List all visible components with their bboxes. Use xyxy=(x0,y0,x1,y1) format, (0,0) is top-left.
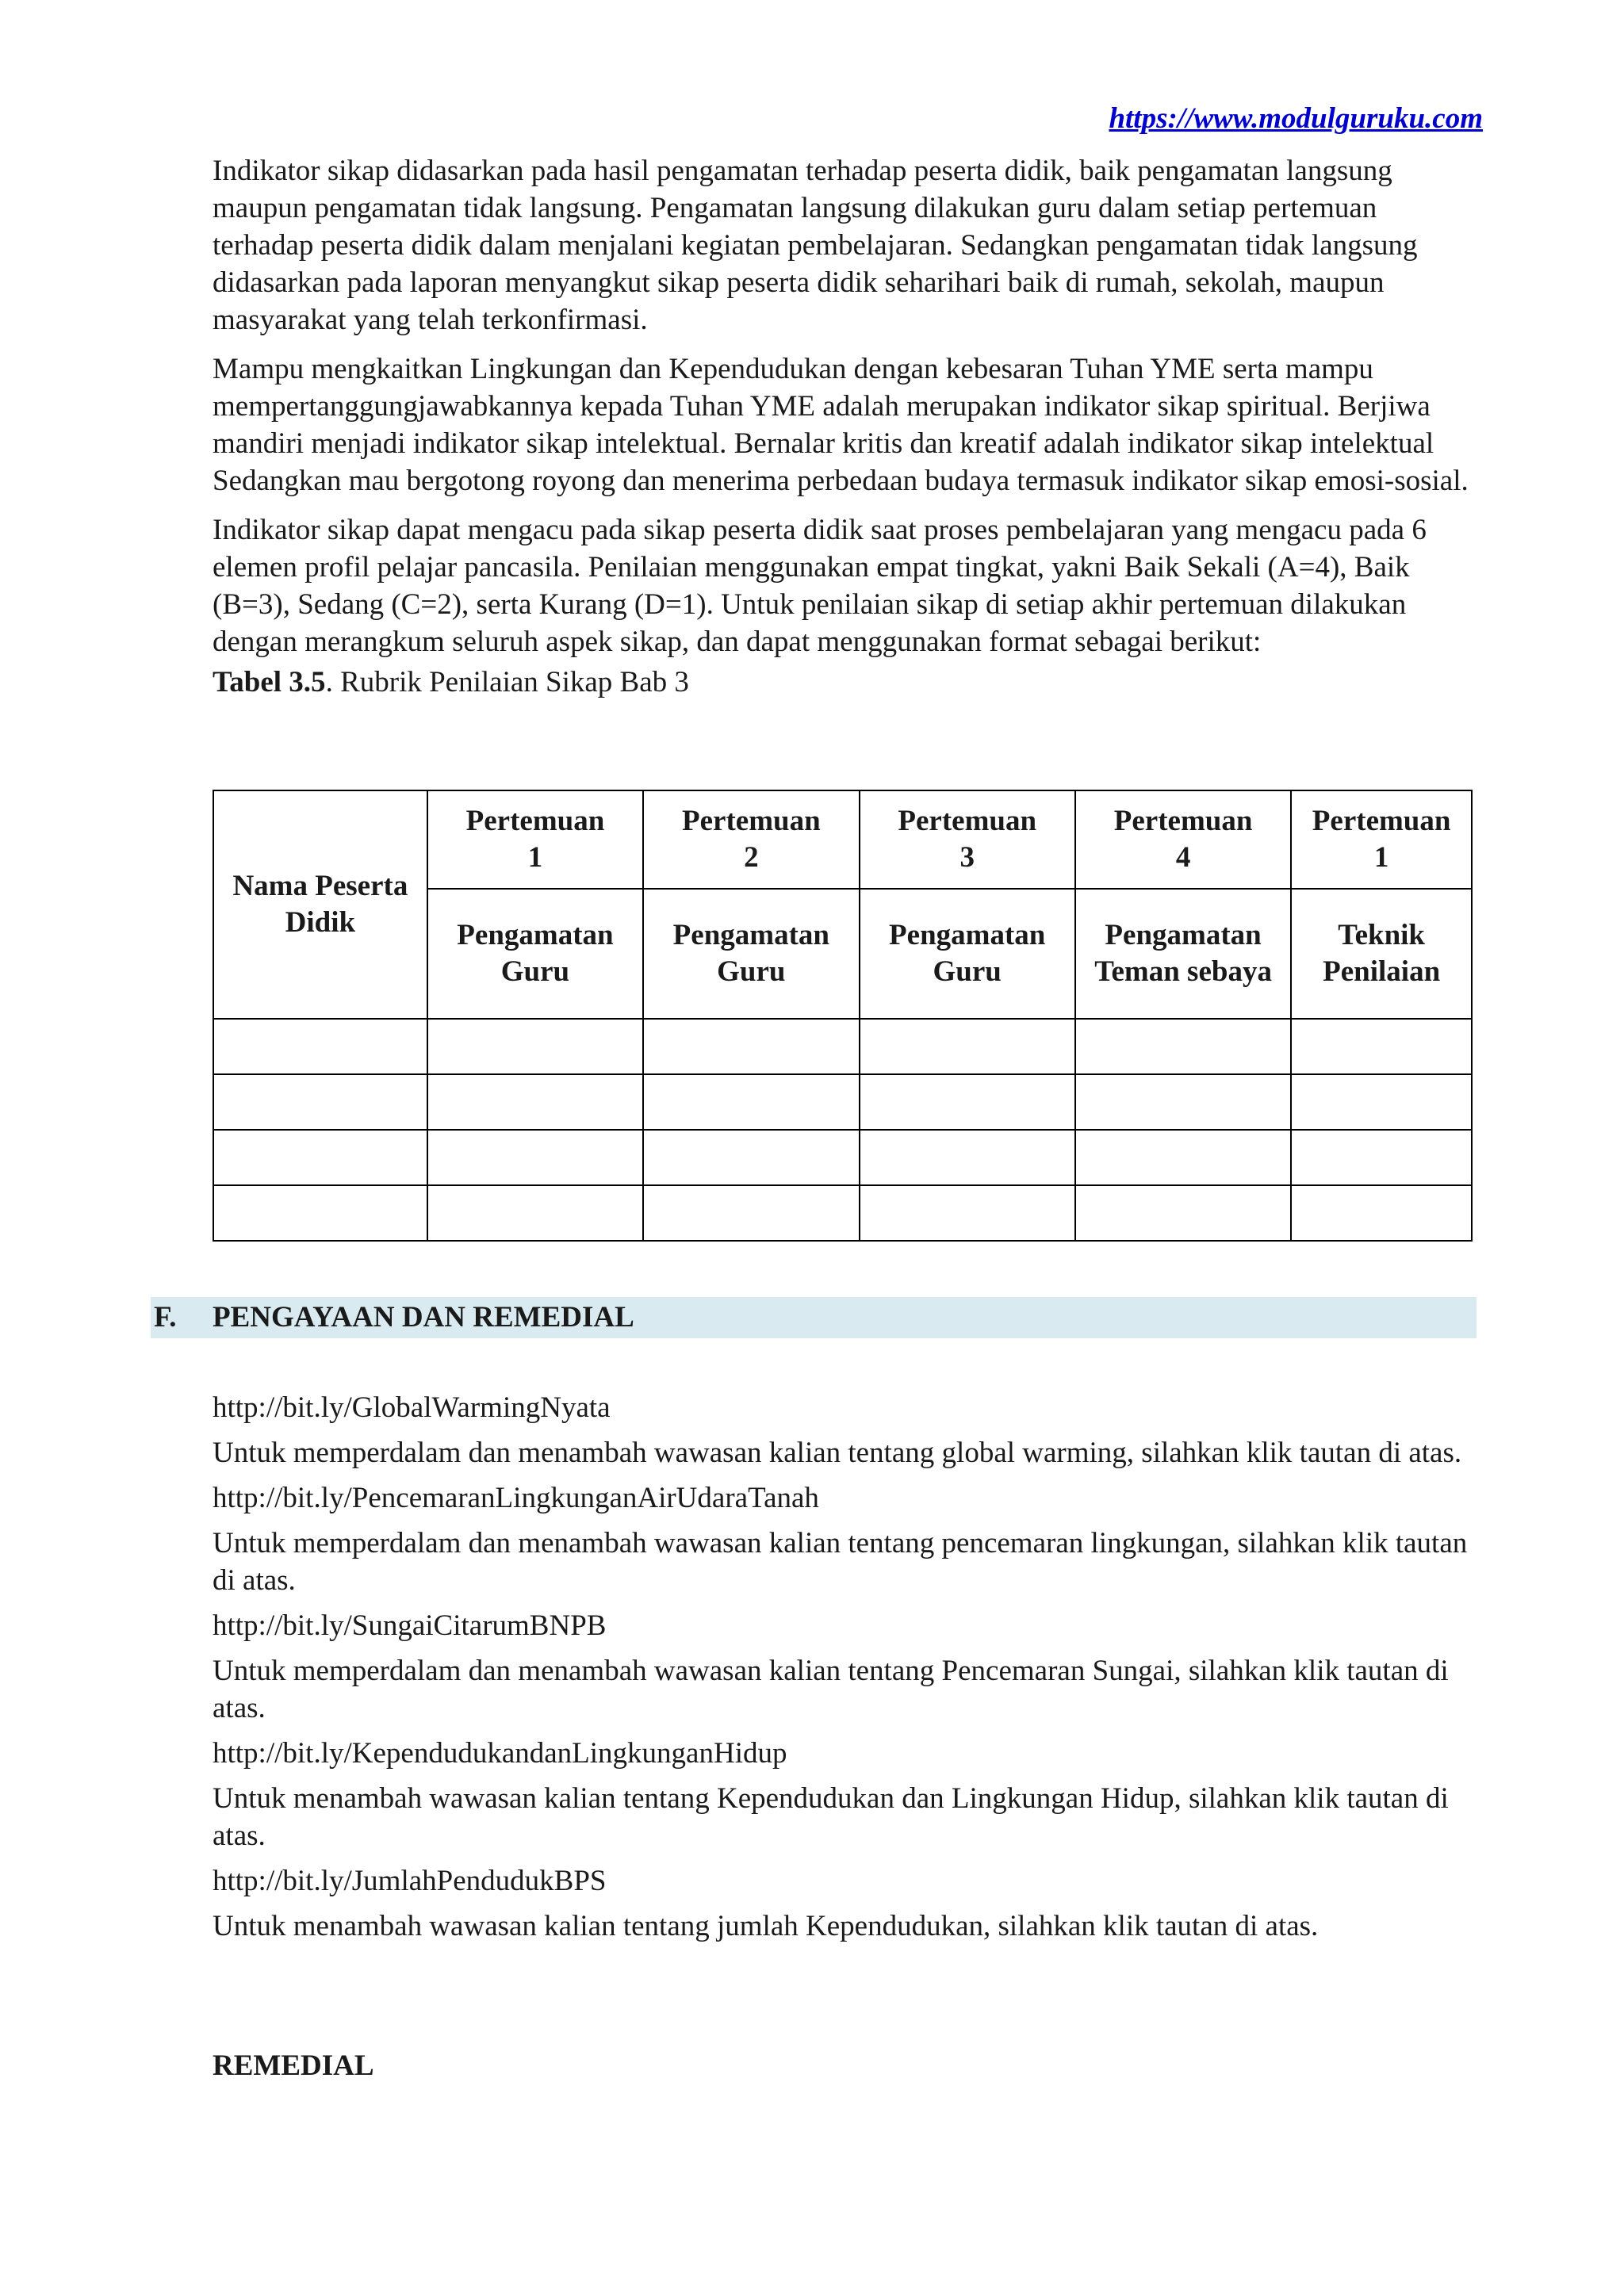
table-row xyxy=(213,1074,1472,1130)
table-cell xyxy=(860,1019,1075,1074)
enrichment-link[interactable]: http://bit.ly/JumlahPendudukBPS xyxy=(213,1865,607,1897)
meeting-header-cell xyxy=(860,790,1075,889)
table-row xyxy=(213,1019,1472,1074)
table-cell xyxy=(1075,1185,1291,1241)
meeting-number: 2 xyxy=(744,841,759,874)
meeting-title: Pertemuan xyxy=(1312,805,1451,837)
meeting-title: Pertemuan xyxy=(465,805,605,837)
section-title: PENGAYAAN DAN REMEDIAL xyxy=(213,1301,634,1334)
enrichment-description: Untuk memperdalam dan menambah wawasan kalian tentang global warming, silahkan klik tautan di atas. xyxy=(213,1437,1462,1469)
table-cell xyxy=(860,1074,1075,1130)
table-cell xyxy=(1075,1130,1291,1185)
meeting-title: Pertemuan xyxy=(898,805,1037,837)
table-cell xyxy=(643,1074,859,1130)
table-cell xyxy=(213,1019,427,1074)
table-cell xyxy=(860,1185,1075,1241)
table-cell xyxy=(1291,1074,1472,1130)
table-cell xyxy=(1075,1074,1291,1130)
table-caption-text: . Rubrik Penilaian Sikap Bab 3 xyxy=(325,666,689,698)
paragraph-1: Indikator sikap didasarkan pada hasil pengamatan terhadap peserta didik, baik pengamatan langsung maupun pengamatan tidak langsung. Pengamatan langsung dilakukan guru dalam setiap pertemuan terhadap peserta didik dalam menjalani kegiatan pembelajaran. Sedangkan pengamatan tidak langsung didasarkan pada laporan menyangkut sikap peserta didik seharihari baik di rumah, sekolah, maupun masyarakat yang telah terkonfirmasi. xyxy=(213,155,1418,336)
enrichment-link[interactable]: http://bit.ly/PencemaranLingkunganAirUdaraTanah xyxy=(213,1482,819,1514)
site-url-link[interactable]: https://www.modulguruku.com xyxy=(1109,102,1483,135)
name-header-cell: Nama Peserta Didik xyxy=(213,790,427,1019)
meeting-title: Pertemuan xyxy=(682,805,821,837)
table-cell xyxy=(427,1185,643,1241)
paragraph-3: Indikator sikap dapat mengacu pada sikap peserta didik saat proses pembelajaran yang mengacu pada 6 elemen profil pelajar pancasila. Penilaian menggunakan empat tingkat, yakni Baik Sekali (A=4), Baik (B=3), Sedang (C=2), serta Kurang (D=1). Untuk penilaian sikap di setiap akhir pertemuan dilakukan dengan merangkum seluruh aspek sikap, dan dapat menggunakan format sebagai berikut: xyxy=(213,514,1427,658)
table-cell xyxy=(427,1074,643,1130)
table-caption xyxy=(213,664,1483,701)
meeting-title: Pertemuan xyxy=(1113,805,1253,837)
enrichment-link[interactable]: http://bit.ly/SungaiCitarumBNPB xyxy=(213,1609,607,1642)
meeting-number: 3 xyxy=(959,841,975,874)
paragraph-2: Mampu mengkaitkan Lingkungan dan Kependudukan dengan kebesaran Tuhan YME serta mampu mempertanggungjawabkannya kepada Tuhan YME adalah merupakan indikator sikap spiritual. Berjiwa mandiri menjadi indikator sikap intelektual. Bernalar kritis dan kreatif adalah indikator sikap intelektual Sedangkan mau bergotong royong dan menerima perbedaan budaya termasuk indikator sikap emosi-sosial. xyxy=(213,353,1469,497)
table-cell xyxy=(1291,1019,1472,1074)
table-cell xyxy=(427,1019,643,1074)
intro-text xyxy=(213,152,1483,706)
enrichment-description: Untuk memperdalam dan menambah wawasan kalian tentang Pencemaran Sungai, silahkan klik tautan di atas. xyxy=(213,1655,1449,1724)
method-header-cell: Pengamatan Guru xyxy=(860,889,1075,1019)
method-header-cell: Pengamatan Teman sebaya xyxy=(1075,889,1291,1019)
meeting-header-cell xyxy=(643,790,859,889)
meeting-number: 1 xyxy=(527,841,543,874)
enrichment-description: Untuk menambah wawasan kalian tentang jumlah Kependudukan, silahkan klik tautan di atas. xyxy=(213,1910,1319,1942)
enrichment-link[interactable]: http://bit.ly/KependudukandanLingkunganHidup xyxy=(213,1737,787,1770)
table-cell xyxy=(643,1185,859,1241)
enrichment-description: Untuk menambah wawasan kalian tentang Kependudukan dan Lingkungan Hidup, silahkan klik tautan di atas. xyxy=(213,1782,1449,1852)
method-header-cell: Teknik Penilaian xyxy=(1291,889,1472,1019)
meeting-header-cell xyxy=(1291,790,1472,889)
table-cell xyxy=(1291,1130,1472,1185)
method-header-cell: Pengamatan Guru xyxy=(643,889,859,1019)
section-letter: F. xyxy=(154,1301,177,1334)
table-cell xyxy=(643,1130,859,1185)
table-row xyxy=(213,1130,1472,1185)
enrichment-description: Untuk memperdalam dan menambah wawasan kalian tentang pencemaran lingkungan, silahkan klik tautan di atas. xyxy=(213,1527,1468,1597)
meeting-number: 1 xyxy=(1373,841,1389,874)
method-header-cell: Pengamatan Guru xyxy=(427,889,643,1019)
table-cell xyxy=(860,1130,1075,1185)
attitude-rubric-table xyxy=(213,790,1473,1242)
table-cell xyxy=(213,1074,427,1130)
section-f-heading xyxy=(151,1297,1477,1338)
table-cell xyxy=(1291,1185,1472,1241)
table-cell xyxy=(643,1019,859,1074)
meeting-header-cell xyxy=(427,790,643,889)
table-header-row-1 xyxy=(213,790,1472,889)
enrichment-link[interactable]: http://bit.ly/GlobalWarmingNyata xyxy=(213,1391,611,1424)
enrichment-list xyxy=(213,1389,1483,1953)
remedial-heading: REMEDIAL xyxy=(213,2049,374,2082)
table-caption-label: Tabel 3.5 xyxy=(213,666,326,698)
table-cell xyxy=(213,1130,427,1185)
table-cell xyxy=(427,1130,643,1185)
table-cell xyxy=(1075,1019,1291,1074)
table-cell xyxy=(213,1185,427,1241)
meeting-header-cell xyxy=(1075,790,1291,889)
meeting-number: 4 xyxy=(1175,841,1191,874)
table-row xyxy=(213,1185,1472,1241)
